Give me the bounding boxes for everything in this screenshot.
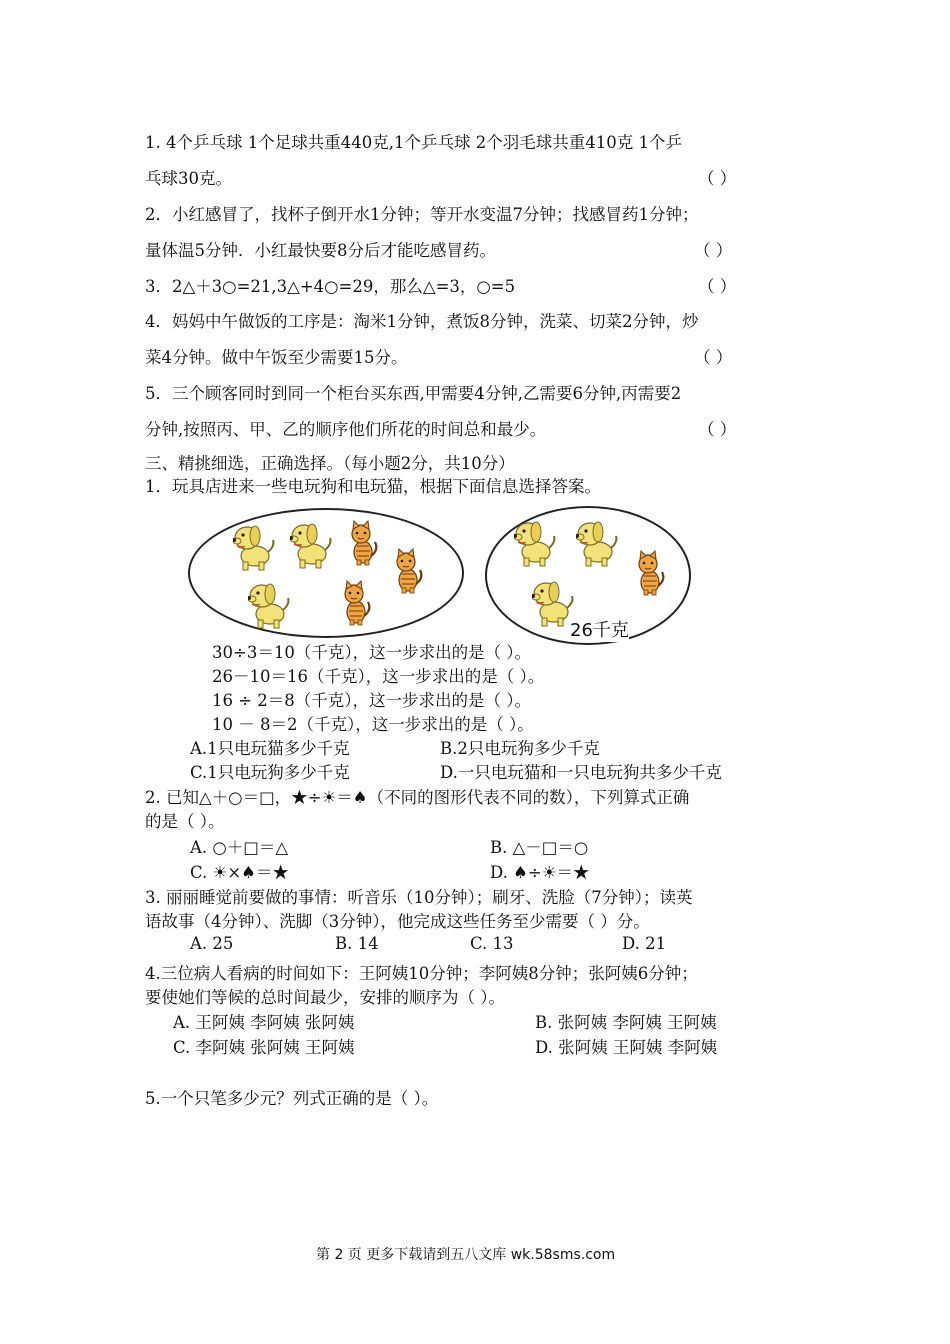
q4-option-a[interactable]: A. 王阿姨 李阿姨 张阿姨	[173, 1013, 355, 1032]
section3-q3-line1: 3. 丽丽睡觉前要做的事情：听音乐（10分钟）；刷牙、洗脸（7分钟）；读英	[145, 888, 693, 907]
dog-icon	[576, 518, 624, 568]
q1-option-c[interactable]: C.1只电玩狗多少千克	[190, 763, 350, 782]
q1-option-b[interactable]: B.2只电玩狗多少千克	[440, 739, 600, 758]
step-3: 16 ÷ 2＝8（千克），这一步求出的是（ ）。	[212, 691, 532, 710]
q4-option-b[interactable]: B. 张阿姨 李阿姨 王阿姨	[535, 1013, 717, 1032]
section3-q1-stem: 1．玩具店进来一些电玩狗和电玩猫，根据下面信息选择答案。	[145, 477, 601, 496]
dog-icon	[290, 520, 338, 570]
q2-option-a[interactable]: A. ○＋□＝△	[190, 838, 289, 857]
q3-option-d[interactable]: D. 21	[622, 934, 667, 953]
judge-q5-line2: 分钟,按照丙、甲、乙的顺序他们所花的时间总和最少。	[145, 420, 547, 439]
judge-q5-line1: 5．三个顾客同时到同一个柜台买东西,甲需要4分钟,乙需要6分钟,丙需要2	[145, 384, 682, 403]
step-4: 10 － 8＝2（千克），这一步求出的是（ ）。	[212, 715, 534, 734]
step-2: 26－10＝16（千克），这一步求出的是（ ）。	[212, 667, 545, 686]
section3-q4-line1: 4.三位病人看病的时间如下：王阿姨10分钟；李阿姨8分钟；张阿姨6分钟；	[145, 964, 698, 983]
judge-q2-line1: 2．小红感冒了，找杯子倒开水1分钟；等开水变温7分钟；找感冒药1分钟；	[145, 205, 699, 224]
section3-q2-line1: 2. 已知△＋○＝□，★÷☀＝♠（不同的图形代表不同的数），下列算式正确	[145, 788, 690, 807]
section3-q2-line2: 的是（ ）。	[145, 812, 225, 831]
q2-option-c[interactable]: C. ☀×♠＝★	[190, 863, 289, 882]
page-footer: 第 2 页 更多下载请到五八文库 wk.58sms.com	[316, 1247, 616, 1263]
q3-option-b[interactable]: B. 14	[335, 934, 379, 953]
dog-icon	[233, 522, 281, 572]
judge-q4-line1: 4．妈妈中午做饭的工序是：淘米1分钟，煮饭8分钟，洗菜、切菜2分钟，炒	[145, 312, 699, 331]
judge-q2-answer-blank[interactable]: （ ）	[694, 241, 733, 260]
q2-option-b[interactable]: B. △－□＝○	[490, 838, 589, 857]
section3-q3-line2: 语故事（4分钟）、洗脚（3分钟），他完成这些任务至少需要（ ）分。	[145, 912, 650, 931]
section3-heading: 三、精挑细选，正确选择。（每小题2分，共10分）	[145, 454, 515, 473]
judge-q4-line2: 菜4分钟。做中午饭至少需要15分。	[145, 348, 408, 367]
judge-q5-answer-blank[interactable]: （ ）	[698, 420, 737, 439]
q2-option-d[interactable]: D. ♠÷☀＝★	[490, 863, 590, 882]
judge-q4-answer-blank[interactable]: （ ）	[694, 348, 733, 367]
judge-q2-line2: 量体温5分钟．小红最快要8分后才能吃感冒药。	[145, 241, 496, 260]
judge-q3-line1: 3．2△＋3○=21,3△+4○=29，那么△=3，○=5	[145, 277, 516, 296]
dog-icon	[514, 518, 562, 568]
section3-q5-line1: 5.一个只笔多少元？列式正确的是（ ）。	[145, 1089, 439, 1108]
cat-icon	[338, 580, 378, 628]
q1-option-a[interactable]: A.1只电玩猫多少千克	[190, 739, 350, 758]
q4-option-d[interactable]: D. 张阿姨 王阿姨 李阿姨	[535, 1038, 718, 1057]
cat-icon	[345, 520, 385, 568]
q1-option-d[interactable]: D.一只电玩猫和一只电玩狗共多少千克	[440, 763, 722, 782]
weight-label: 26千克	[570, 616, 629, 642]
cat-icon	[390, 548, 430, 596]
q3-option-a[interactable]: A. 25	[190, 934, 234, 953]
section3-q4-line2: 要使她们等候的总时间最少，安排的顺序为（ ）。	[145, 988, 505, 1007]
q3-option-c[interactable]: C. 13	[470, 934, 514, 953]
judge-q3-answer-blank[interactable]: （ ）	[698, 277, 737, 296]
judge-q1-line1: 1. 4个乒乓球 1个足球共重440克,1个乒乓球 2个羽毛球共重410克 1个乒	[145, 133, 682, 152]
dog-icon	[248, 580, 296, 630]
cat-icon	[632, 550, 672, 598]
judge-q1-line2: 乓球30克。	[145, 169, 232, 188]
q4-option-c[interactable]: C. 李阿姨 张阿姨 王阿姨	[173, 1038, 355, 1057]
step-1: 30÷3＝10（千克），这一步求出的是（ ）。	[212, 643, 532, 662]
judge-q1-answer-blank[interactable]: （ ）	[698, 169, 737, 188]
